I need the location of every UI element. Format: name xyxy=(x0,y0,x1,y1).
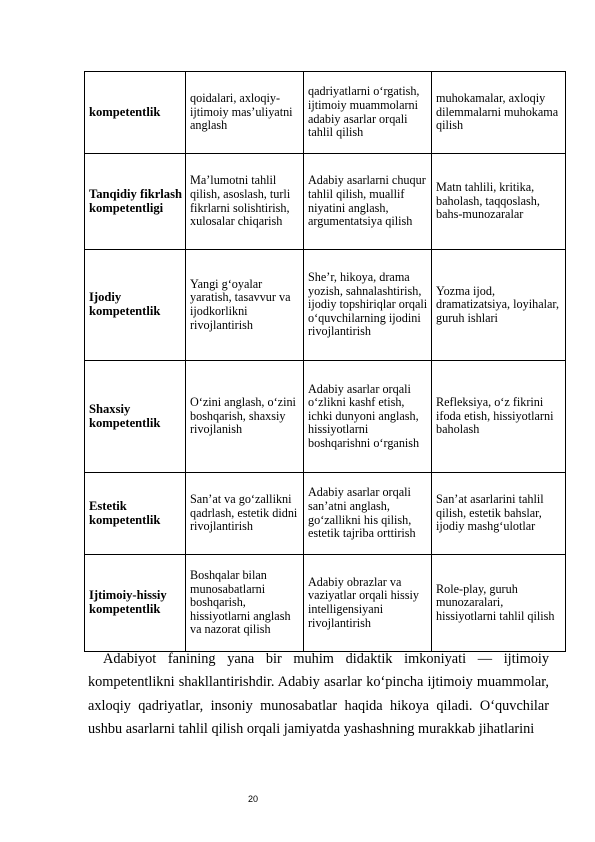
literature-application: Adabiy asarlar orqali san’atni anglash, go‘zallikni his qilish, estetik tajriba orttirish xyxy=(304,473,432,555)
competency-description: Yangi g‘oyalar yaratish, tasavvur va ijodkorlikni rivojlantirish xyxy=(186,250,304,361)
methods: San’at asarlarini tahlil qilish, estetik bahslar, ijodiy mashg‘ulotlar xyxy=(432,473,566,555)
competency-name: Ijtimoiy-hissiy kompetentlik xyxy=(85,555,186,652)
table-row xyxy=(85,72,566,154)
competency-name: Estetik kompetentlik xyxy=(85,473,186,555)
literature-application: Adabiy asarlarni chuqur tahlil qilish, muallif niyatini anglash, argumentatsiya qilish xyxy=(304,154,432,250)
methods: Yozma ijod, dramatizatsiya, loyihalar, guruh ishlari xyxy=(432,250,566,361)
table-row xyxy=(85,250,566,361)
competency-name: Shaxsiy kompetentlik xyxy=(85,361,186,473)
table-row xyxy=(85,154,566,250)
literature-application: Adabiy obrazlar va vaziyatlar orqali hissiy intelligensiyani rivojlantirish xyxy=(304,555,432,652)
table-row xyxy=(85,473,566,555)
competency-description: Boshqalar bilan munosabatlarni boshqarish, hissiyotlarni anglash va nazorat qilish xyxy=(186,555,304,652)
competency-description: qoidalari, axloqiy-ijtimoiy mas’uliyatni anglash xyxy=(186,72,304,154)
competency-name: Tanqidiy fikrlash kompetentligi xyxy=(85,154,186,250)
literature-application: She’r, hikoya, drama yozish, sahnalashtirish, ijodiy topshiriqlar orqali o‘quvchilarning ijodini rivojlantirish xyxy=(304,250,432,361)
literature-application: Adabiy asarlar orqali o‘zlikni kashf etish, ichki dunyoni anglash, hissiyotlarni boshqarishni o‘rganish xyxy=(304,361,432,473)
competency-table xyxy=(84,71,566,652)
competency-name: Ijodiy kompetentlik xyxy=(85,250,186,361)
table-row xyxy=(85,361,566,473)
methods: Role-play, guruh munozaralari, hissiyotlarni tahlil qilish xyxy=(432,555,566,652)
body-paragraph: Adabiyot fanining yana bir muhim didaktik imkoniyati — ijtimoiy kompetentlikni shakllantirishdir. Adabiy asarlar ko‘pincha ijtimoiy muammolar, axloqiy qadriyatlar, insoniy munosabatlar haqida hikoya qiladi. O‘quvchilar ushbu asarlarni tahlil qilish orqali jamiyatda yashashning murakkab jihatlarini xyxy=(88,651,549,738)
methods: muhokamalar, axloqiy dilemmalarni muhokama qilish xyxy=(432,72,566,154)
page-number: 20 xyxy=(248,794,259,804)
methods: Matn tahlili, kritika, baholash, taqqoslash, bahs-munozaralar xyxy=(432,154,566,250)
competency-description: San’at va go‘zallikni qadrlash, estetik didni rivojlantirish xyxy=(186,473,304,555)
competency-description: Ma’lumotni tahlil qilish, asoslash, turli fikrlarni solishtirish, xulosalar chiqarish xyxy=(186,154,304,250)
competency-description: O‘zini anglash, o‘zini boshqarish, shaxsiy rivojlanish xyxy=(186,361,304,473)
table-row xyxy=(85,555,566,652)
literature-application: qadriyatlarni o‘rgatish, ijtimoiy muammolarni adabiy asarlar orqali tahlil qilish xyxy=(304,72,432,154)
competency-name: kompetentlik xyxy=(85,72,186,154)
methods: Refleksiya, o‘z fikrini ifoda etish, hissiyotlarni baholash xyxy=(432,361,566,473)
